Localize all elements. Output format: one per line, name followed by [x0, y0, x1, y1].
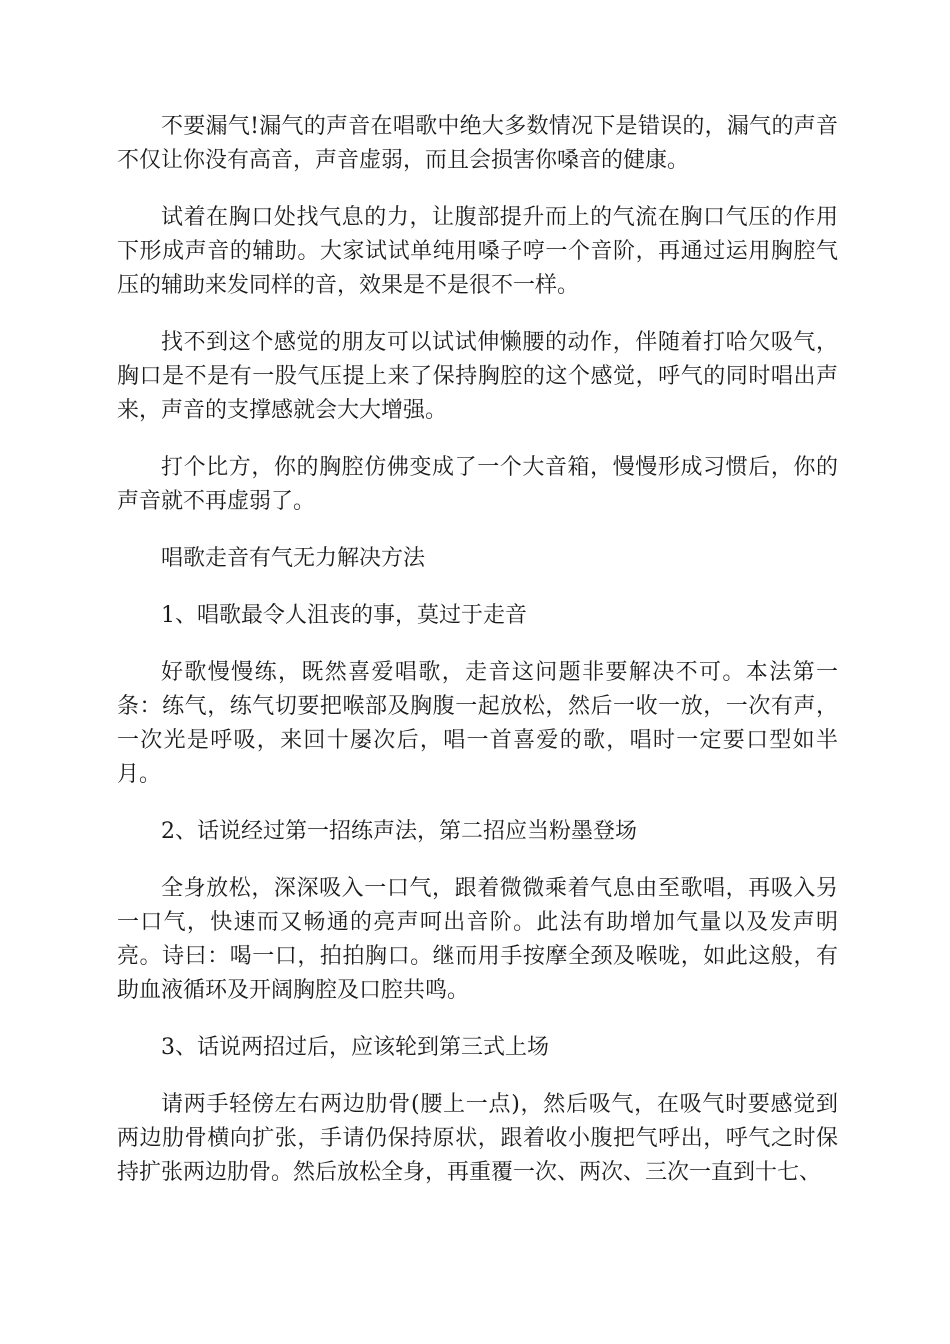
step-3-heading: 3、话说两招过后，应该轮到第三式上场	[161, 1035, 549, 1060]
step-1-heading: 1、唱歌最令人沮丧的事，莫过于走音	[161, 603, 527, 628]
step-3-body: 请两手轻傍左右两边肋骨(腰上一点)，然后吸气，在吸气时要感觉到两边肋骨横向扩张，手请仍保持原状，跟着收小腹把气呼出，呼气之时保持扩张两边肋骨。然后放松全身，再重覆一次、两次、三次一直到十七、	[117, 1092, 838, 1185]
section-heading: 唱歌走音有气无力解决方法	[161, 546, 426, 571]
paragraph-leaking-air: 不要漏气!漏气的声音在唱歌中绝大多数情况下是错误的，漏气的声音不仅让你没有高音，声音虚弱，而且会损害你嗓音的健康。	[117, 114, 838, 173]
step-2-body: 全身放松，深深吸入一口气，跟着微微乘着气息由至歌唱，再吸入另一口气，快速而又畅通的亮声呵出音阶。此法有助增加气量以及发声明亮。诗曰：喝一口，拍拍胸口。继而用手按摩全颈及喉咙，如此这般，有助血液循环及开阔胸腔及口腔共鸣。	[117, 876, 838, 1003]
paragraph-stretch-exercise: 找不到这个感觉的朋友可以试试伸懒腰的动作，伴随着打哈欠吸气，胸口是不是有一股气压提上来了保持胸腔的这个感觉，呼气的同时唱出声来，声音的支撑感就会大大增强。	[117, 330, 838, 423]
step-2-heading: 2、话说经过第一招练声法，第二招应当粉墨登场	[161, 819, 637, 844]
paragraph-speaker-analogy: 打个比方，你的胸腔仿佛变成了一个大音箱，慢慢形成习惯后，你的声音就不再虚弱了。	[117, 455, 838, 514]
step-1-body: 好歌慢慢练，既然喜爱唱歌，走音这问题非要解决不可。本法第一条：练气，练气切要把喉部及胸腹一起放松，然后一收一放，一次有声，一次光是呼吸，来回十屡次后，唱一首喜爱的歌，唱时一定要口型如半月。	[117, 660, 838, 787]
paragraph-chest-pressure: 试着在胸口处找气息的力，让腹部提升而上的气流在胸口气压的作用下形成声音的辅助。大家试试单纯用嗓子哼一个音阶，再通过运用胸腔气压的辅助来发同样的音，效果是不是很不一样。	[117, 205, 838, 298]
